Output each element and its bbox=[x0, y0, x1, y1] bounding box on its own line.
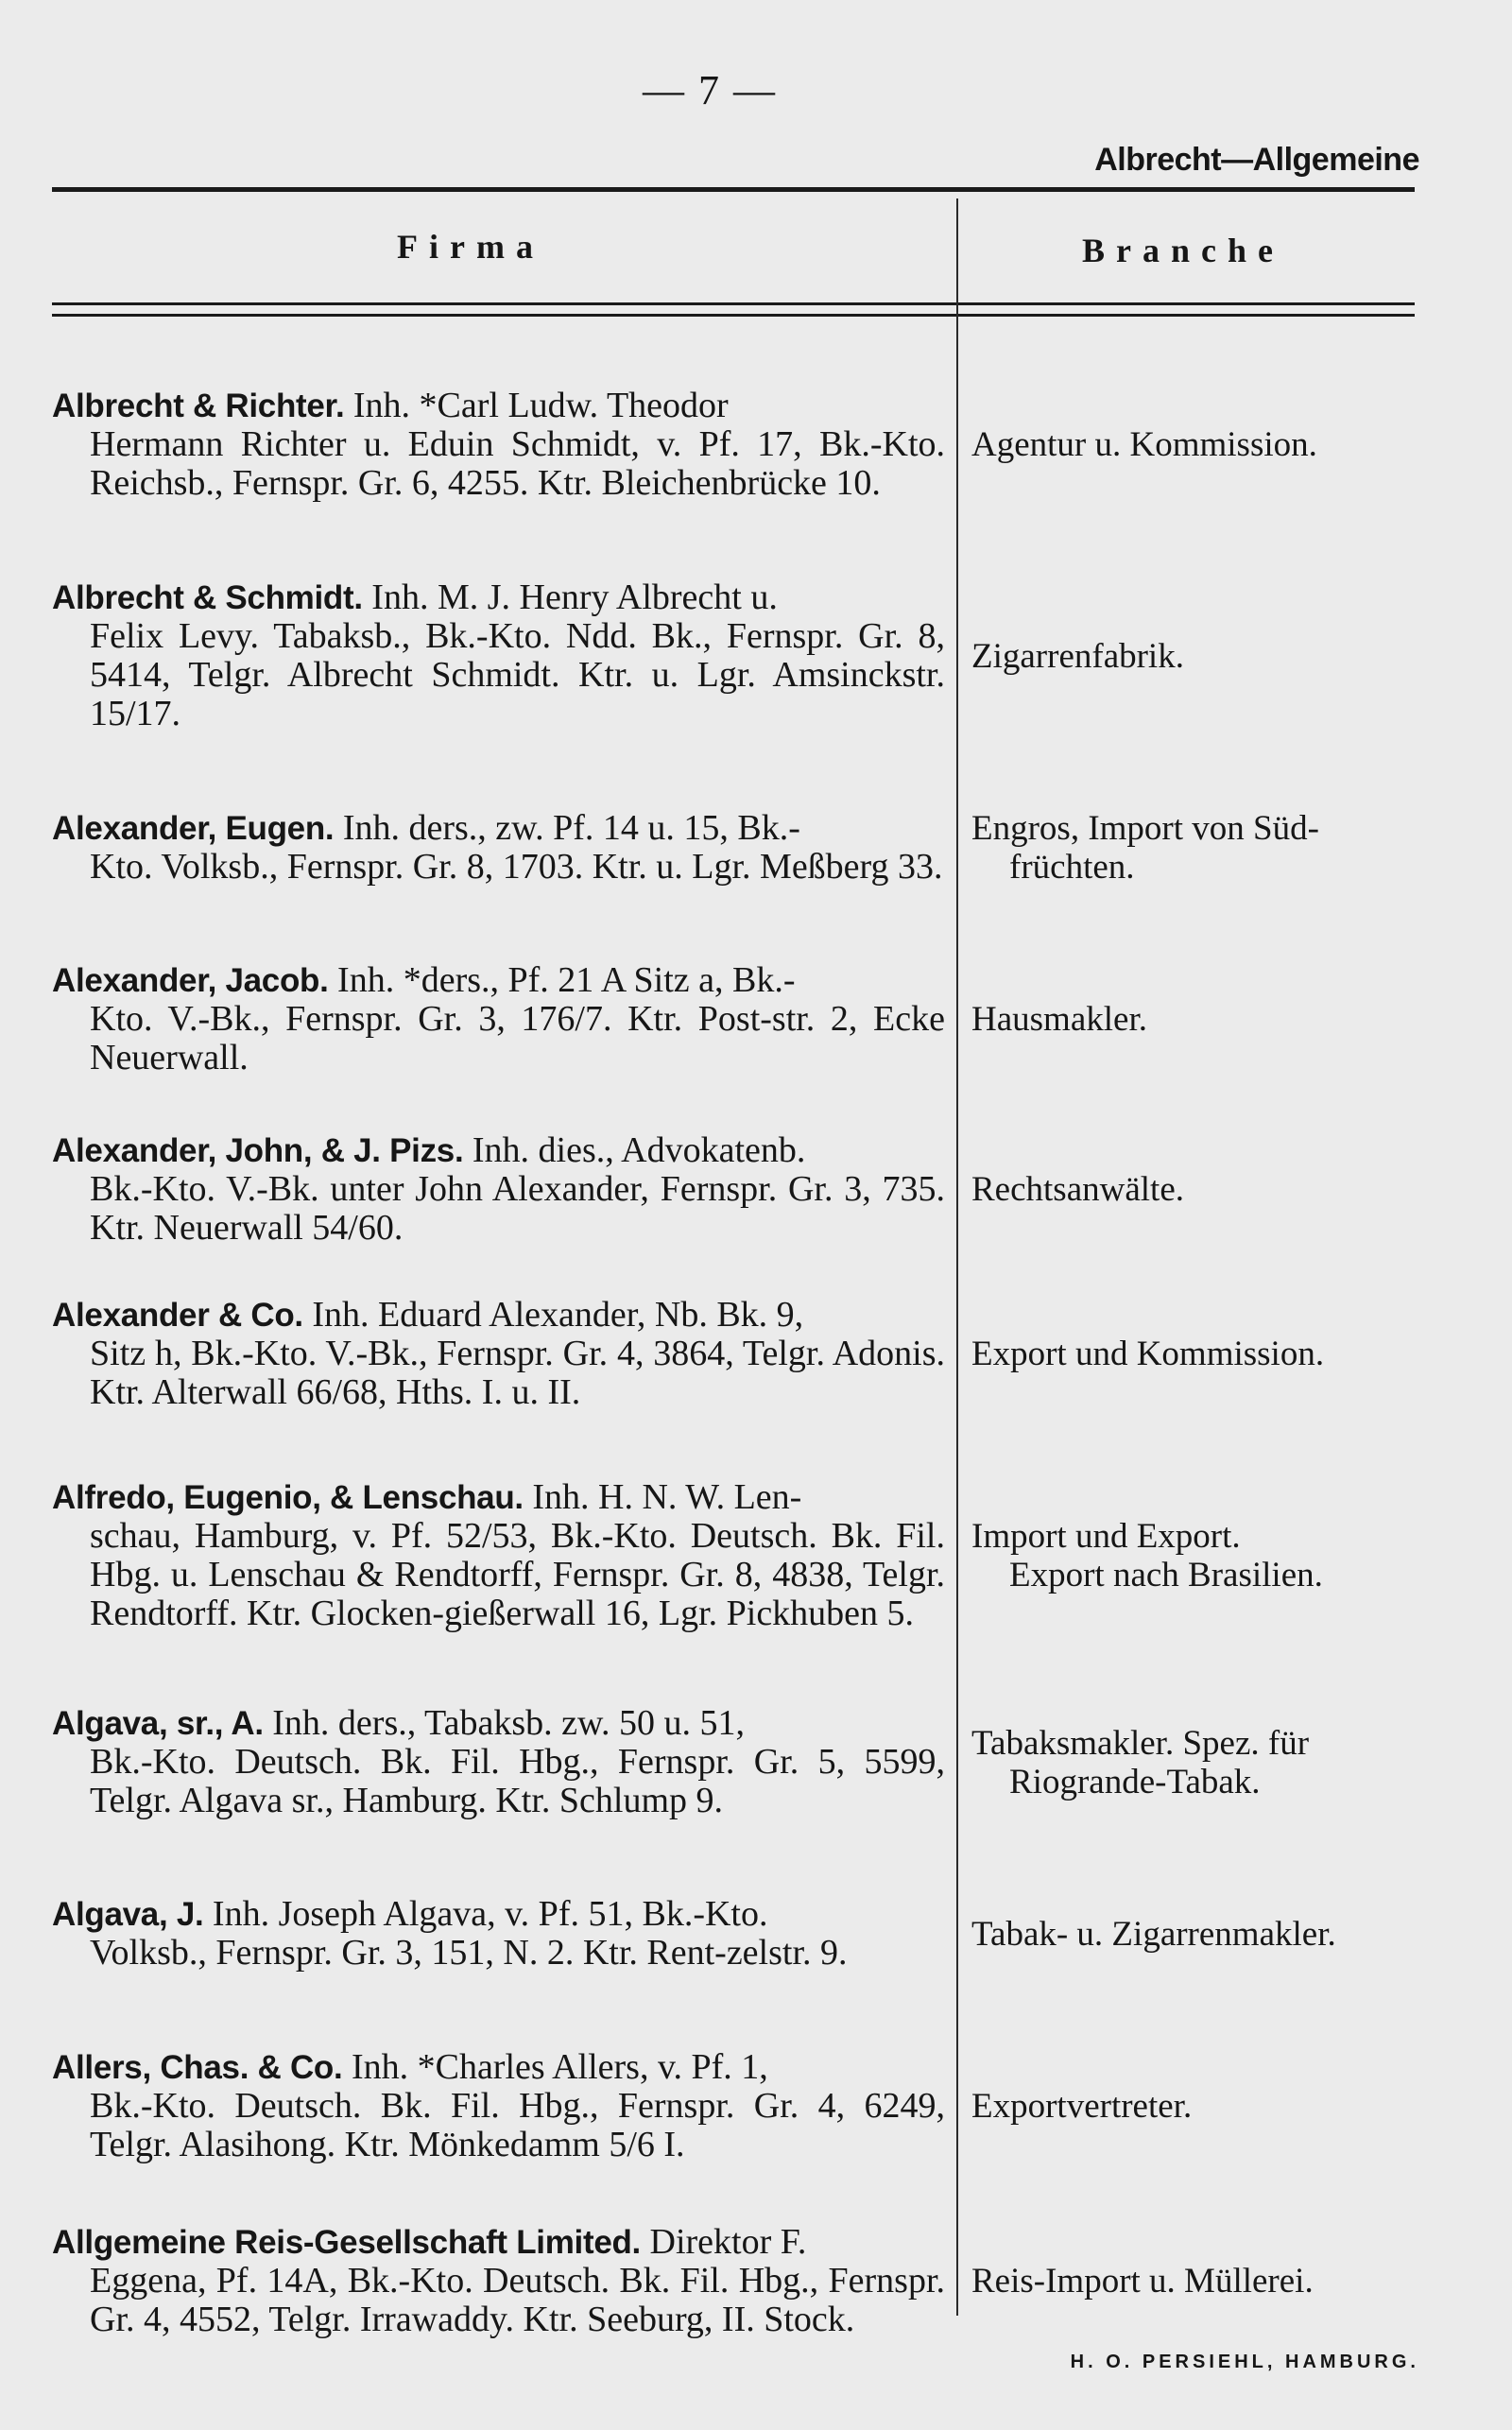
firm-entry bbox=[52, 1131, 945, 1248]
firm-details-first-line: Inh. H. N. W. Len- bbox=[523, 1476, 802, 1517]
firm-entry bbox=[52, 1478, 945, 1633]
firm-details-first-line: Inh. Eduard Alexander, Nb. Bk. 9, bbox=[302, 1294, 804, 1335]
branche-entry bbox=[971, 1517, 1463, 1594]
firm-name: Allers, Chas. & Co. bbox=[52, 2049, 343, 2086]
firm-details-first-line: Inh. *ders., Pf. 21 A Sitz a, Bk.- bbox=[328, 960, 796, 1000]
branche-entry bbox=[971, 2262, 1463, 2301]
firm-name: Alfredo, Eugenio, & Lenschau. bbox=[52, 1478, 524, 1516]
firm-name: Algava, sr., A. bbox=[52, 1705, 264, 1742]
entries-list bbox=[52, 340, 1424, 2369]
branche-text: Reis-Import u. Müllerei. bbox=[971, 2262, 1314, 2301]
firm-name: Alexander & Co. bbox=[52, 1296, 303, 1334]
firm-details: Kto. V.-Bk., Fernspr. Gr. 3, 176/7. Ktr. Post-str. 2, Ecke Neuerwall. bbox=[90, 999, 945, 1077]
list-item bbox=[52, 1107, 1424, 1272]
printer-imprint: H. O. PERSIEHL, HAMBURG. bbox=[1070, 2352, 1419, 2372]
branche-entry bbox=[971, 1000, 1463, 1039]
branche-entry bbox=[971, 1915, 1463, 1954]
firm-details-first-line: Inh. dies., Advokatenb. bbox=[463, 1130, 806, 1170]
branche-text: Tabak- u. Zigarrenmakler. bbox=[971, 1914, 1336, 1954]
branche-text: Import und Export. bbox=[971, 1516, 1241, 1556]
branche-text: Engros, Import von Süd- bbox=[971, 809, 1319, 848]
branche-entry bbox=[971, 1724, 1463, 1801]
list-item bbox=[52, 2019, 1424, 2194]
branche-text-continued: Riogrande-Tabak. bbox=[1009, 1762, 1261, 1801]
list-item bbox=[52, 764, 1424, 932]
firm-name: Allgemeine Reis-Gesellschaft Limited. bbox=[52, 2224, 641, 2261]
firm-details-first-line: Inh. Joseph Algava, v. Pf. 51, Bk.-Kto. bbox=[203, 1894, 768, 1934]
list-item bbox=[52, 1272, 1424, 1435]
firm-details-first-line: Inh. *Carl Ludw. Theodor bbox=[344, 385, 729, 425]
list-item bbox=[52, 2194, 1424, 2369]
branche-entry bbox=[971, 1170, 1463, 1209]
branche-text: Hausmakler. bbox=[971, 1000, 1147, 1039]
firm-details-first-line: Inh. *Charles Allers, v. Pf. 1, bbox=[342, 2047, 768, 2087]
firm-entry bbox=[52, 387, 945, 503]
running-head: Albrecht—Allgemeine bbox=[1094, 142, 1419, 178]
firm-details: Bk.-Kto. Deutsch. Bk. Fil. Hbg., Fernspr. Gr. 4, 6249, Telgr. Alasihong. Ktr. Mönkedamm 5/6 I. bbox=[90, 2086, 945, 2164]
list-item bbox=[52, 1676, 1424, 1849]
firm-details-first-line: Inh. ders., zw. Pf. 14 u. 15, Bk.- bbox=[334, 808, 800, 848]
firm-details: Kto. Volksb., Fernspr. Gr. 8, 1703. Ktr. u. Lgr. Meßberg 33. bbox=[90, 847, 943, 887]
firm-entry bbox=[52, 1296, 945, 1412]
firm-entry bbox=[52, 1895, 945, 1973]
branche-text: Agentur u. Kommission. bbox=[971, 424, 1317, 464]
branche-text-continued: Export nach Brasilien. bbox=[1009, 1555, 1323, 1594]
branche-text-continued: früchten. bbox=[1009, 848, 1135, 887]
branche-text: Exportvertreter. bbox=[971, 2087, 1193, 2126]
firm-name: Alexander, Jacob. bbox=[52, 962, 329, 999]
firm-entry bbox=[52, 578, 945, 733]
firm-details: Bk.-Kto. V.-Bk. unter John Alexander, Fernspr. Gr. 3, 735. Ktr. Neuerwall 54/60. bbox=[90, 1169, 945, 1248]
firm-details-first-line: Inh. ders., Tabaksb. zw. 50 u. 51, bbox=[263, 1703, 745, 1743]
firm-details-first-line: Inh. M. J. Henry Albrecht u. bbox=[362, 577, 778, 617]
firm-details: Sitz h, Bk.-Kto. V.-Bk., Fernspr. Gr. 4, 3864, Telgr. Adonis. Ktr. Alterwall 66/68, Hths. I. u. II. bbox=[90, 1333, 945, 1412]
branche-text: Zigarrenfabrik. bbox=[971, 636, 1184, 676]
header-double-rule-bottom bbox=[52, 314, 1415, 317]
top-rule bbox=[52, 187, 1415, 192]
column-heading-branche: Branche bbox=[1082, 232, 1284, 269]
firm-entry bbox=[52, 1704, 945, 1820]
firm-details: Hermann Richter u. Eduin Schmidt, v. Pf. 17, Bk.-Kto. Reichsb., Fernspr. Gr. 6, 4255. Ktr. Bleichenbrücke 10. bbox=[90, 423, 945, 503]
firm-name: Albrecht & Richter. bbox=[52, 387, 345, 424]
header-double-rule-top bbox=[52, 302, 1415, 305]
firm-details-first-line: Direktor F. bbox=[641, 2222, 807, 2262]
firm-details: Volksb., Fernspr. Gr. 3, 151, N. 2. Ktr. Rent-zelstr. 9. bbox=[90, 1933, 848, 1973]
list-item bbox=[52, 1849, 1424, 2019]
firm-details: Bk.-Kto. Deutsch. Bk. Fil. Hbg., Fernspr. Gr. 5, 5599, Telgr. Algava sr., Hamburg. Ktr. Schlump 9. bbox=[90, 1742, 945, 1820]
firm-entry bbox=[52, 2223, 945, 2339]
branche-entry bbox=[971, 2087, 1463, 2126]
branche-entry bbox=[971, 637, 1463, 676]
branche-entry bbox=[971, 809, 1463, 887]
branche-entry bbox=[971, 425, 1463, 464]
firm-name: Alexander, John, & J. Pizs. bbox=[52, 1132, 464, 1169]
firm-name: Algava, J. bbox=[52, 1896, 204, 1933]
list-item bbox=[52, 1435, 1424, 1676]
firm-details: Felix Levy. Tabaksb., Bk.-Kto. Ndd. Bk., Fernspr. Gr. 8, 5414, Telgr. Albrecht Schmidt. Ktr. u. Lgr. Amsinckstr. 15/17. bbox=[90, 616, 945, 733]
list-item bbox=[52, 548, 1424, 764]
column-heading-firma: Firma bbox=[397, 228, 544, 266]
branche-text: Export und Kommission. bbox=[971, 1334, 1325, 1373]
list-item bbox=[52, 340, 1424, 548]
firm-entry bbox=[52, 809, 945, 887]
firm-name: Alexander, Eugen. bbox=[52, 810, 335, 847]
firm-details: schau, Hamburg, v. Pf. 52/53, Bk.-Kto. Deutsch. Bk. Fil. Hbg. u. Lenschau & Rendtorff, Fernspr. Gr. 8, 4838, Telgr. Rendtorff. Ktr. Glocken-gießerwall 16, Lgr. Pickhuben 5. bbox=[90, 1515, 945, 1633]
firm-entry bbox=[52, 2048, 945, 2164]
branche-entry bbox=[971, 1335, 1463, 1373]
list-item bbox=[52, 932, 1424, 1107]
branche-text: Tabaksmakler. Spez. für bbox=[971, 1723, 1310, 1763]
firm-entry bbox=[52, 961, 945, 1077]
firm-details: Eggena, Pf. 14A, Bk.-Kto. Deutsch. Bk. Fil. Hbg., Fernspr. Gr. 4, 4552, Telgr. Irrawaddy. Ktr. Seeburg, II. Stock. bbox=[90, 2261, 945, 2339]
branche-text: Rechtsanwälte. bbox=[971, 1170, 1184, 1209]
firm-name: Albrecht & Schmidt. bbox=[52, 579, 363, 616]
page-number: — 7 — bbox=[643, 67, 777, 113]
